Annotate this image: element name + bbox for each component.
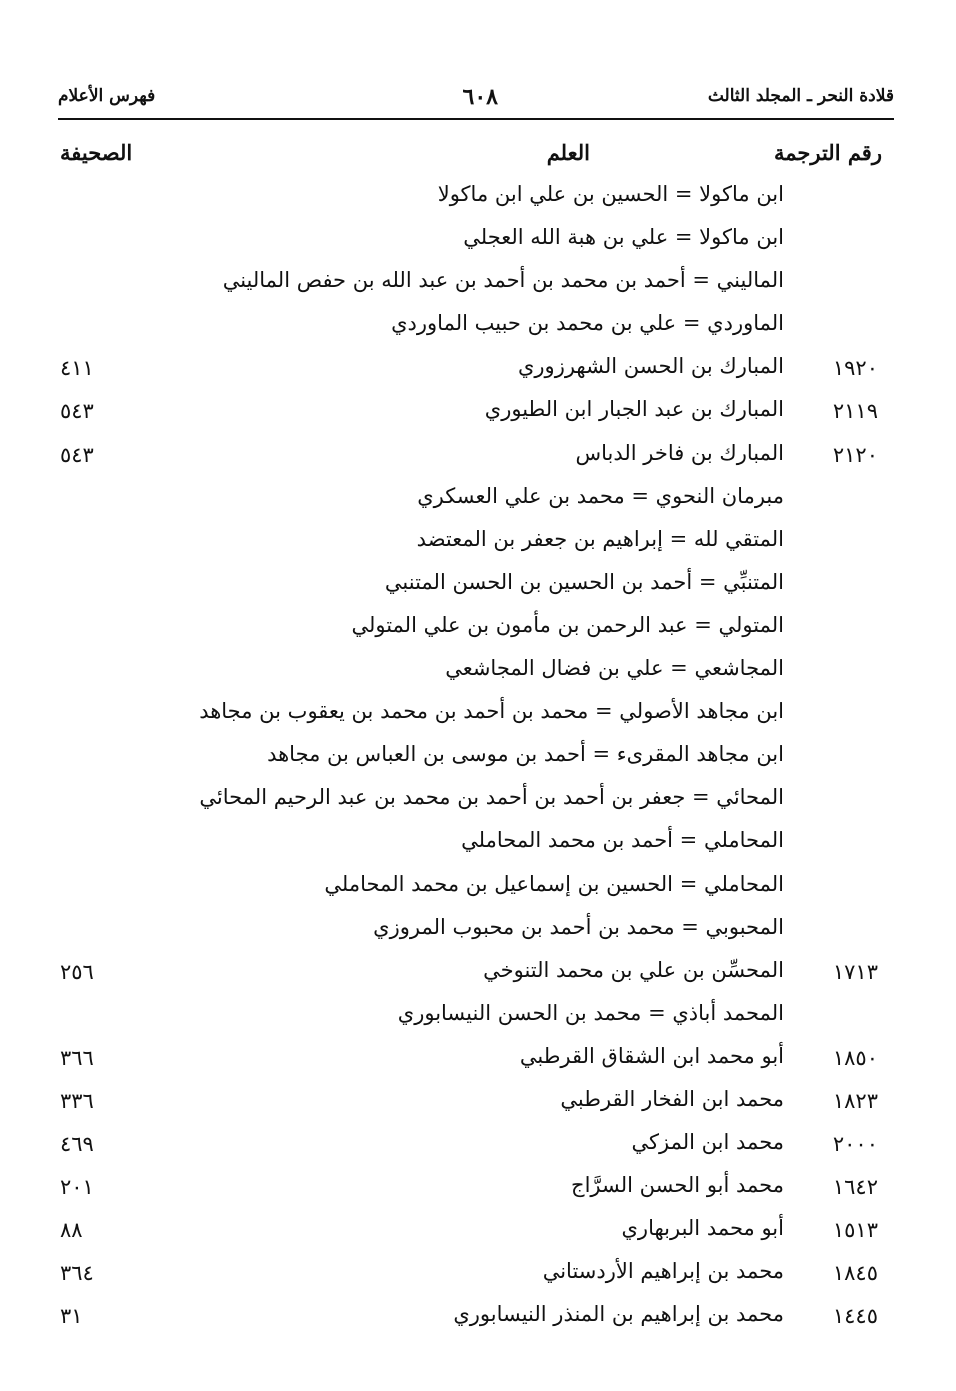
entry-name: الماوردي = علي بن محمد بن حبيب الماوردي [391, 311, 784, 336]
index-entry-row [0, 1210, 956, 1253]
index-entries [0, 176, 956, 1340]
index-entry-row [0, 909, 956, 952]
index-entry-row [0, 607, 956, 650]
entry-name: المتنبِّي = أحمد بن الحسين بن الحسن المتنبي [384, 569, 784, 594]
entry-page: ٣١ [60, 1304, 83, 1329]
entry-number: ١٨٤٥ [832, 1261, 878, 1286]
section-title: فهرس الأعلام [58, 86, 156, 106]
entry-name: المتقي لله = إبراهيم بن جعفر بن المعتضد [416, 526, 784, 551]
index-entry-row [0, 952, 956, 995]
index-entry-row [0, 779, 956, 822]
entry-name: المحسِّن بن علي بن محمد التنوخي [483, 957, 784, 982]
index-entry-row [0, 1253, 956, 1296]
entry-name: المبارك بن عبد الجبار ابن الطيوري [484, 397, 784, 422]
book-title: قلادة النحر ـ المجلد الثالث [707, 86, 894, 106]
index-entry-row [0, 1038, 956, 1081]
index-entry-row [0, 564, 956, 607]
entry-number: ١٩٢٠ [832, 356, 878, 381]
index-entry-row [0, 262, 956, 305]
entry-name: المتولي = عبد الرحمن بن مأمون بن علي المتولي [351, 612, 784, 637]
entry-number: ١٧١٣ [832, 959, 878, 984]
entry-name: ابن مجاهد المقرىء = أحمد بن موسى بن العباس بن مجاهد [267, 742, 784, 767]
entry-page: ٥٤٣ [60, 399, 94, 424]
index-entry-row [0, 650, 956, 693]
entry-name: ابن ماكولا = علي بن هبة الله العجلي [463, 225, 784, 250]
entry-page: ٨٨ [60, 1218, 83, 1243]
index-entry-row [0, 995, 956, 1038]
index-entry-row [0, 305, 956, 348]
entry-number: ٢١٢٠ [832, 442, 878, 467]
entry-name: ابن ماكولا = الحسين بن علي ابن ماكولا [437, 182, 784, 206]
column-header-name: العلم [546, 140, 590, 165]
entry-name: المحائي = جعفر بن أحمد بن أحمد بن محمد بن عبد الرحيم المحائي [199, 785, 784, 810]
entry-name: مبرمان النحوي = محمد بن علي العسكري [417, 483, 784, 508]
entry-page: ٣٣٦ [60, 1088, 94, 1113]
entry-name: أبو محمد البربهاري [621, 1216, 784, 1241]
entry-name: محمد ابن الفخار القرطبي [560, 1086, 784, 1111]
entry-number: ١٦٤٢ [832, 1175, 878, 1200]
entry-page: ٤١١ [60, 356, 94, 381]
entry-page: ٤٦٩ [60, 1132, 94, 1157]
entry-page: ٣٦٦ [60, 1045, 94, 1070]
entry-name: محمد أبو الحسن السرَّاج [571, 1173, 784, 1198]
index-entry-row [0, 866, 956, 909]
index-entry-row [0, 391, 956, 434]
entry-name: محمد ابن المزكي [631, 1130, 784, 1155]
entry-page: ٣٦٤ [60, 1261, 94, 1286]
column-header-page: الصحيفة [60, 140, 133, 165]
entry-name: المحمد أباذي = محمد بن الحسن النيسابوري [397, 1000, 784, 1025]
index-entry-row [0, 736, 956, 779]
index-entry-row [0, 693, 956, 736]
entry-name: ابن مجاهد الأصولي = محمد بن أحمد بن محمد بن يعقوب بن مجاهد [199, 699, 784, 724]
entry-name: الماليني = أحمد بن محمد بن أحمد بن عبد الله بن حفص الماليني [222, 268, 784, 293]
index-entry-row [0, 822, 956, 865]
entry-name: المحاملي = أحمد بن محمد المحاملي [461, 828, 784, 853]
index-entry-row [0, 219, 956, 262]
entry-name: محمد بن إبراهيم بن المنذر النيسابوري [453, 1302, 784, 1327]
page-number: ٦٠٨ [462, 84, 498, 110]
index-entry-row [0, 176, 956, 219]
running-header [58, 84, 894, 120]
index-entry-row [0, 1296, 956, 1339]
entry-name: محمد بن إبراهيم الأردستاني [542, 1259, 784, 1284]
index-entry-row [0, 1124, 956, 1167]
entry-number: ١٨٥٠ [832, 1045, 878, 1070]
column-header-entry-number: رقم الترجمة [773, 140, 882, 165]
entry-page: ٥٤٣ [60, 442, 94, 467]
entry-name: المحبوبي = محمد بن أحمد بن محبوب المروزي [373, 914, 784, 939]
entry-number: ١٥١٣ [832, 1218, 878, 1243]
entry-name: المحاملي = الحسين بن إسماعيل بن محمد المحاملي [324, 871, 784, 896]
index-entry-row [0, 348, 956, 391]
entry-name: أبو محمد ابن الشقاق القرطبي [519, 1043, 784, 1068]
entry-name: المبارك بن فاخر الدباس [575, 440, 784, 465]
index-entry-row [0, 478, 956, 521]
index-entry-row [0, 1081, 956, 1124]
entry-number: ١٨٢٣ [832, 1088, 878, 1113]
entry-page: ٢٠١ [60, 1175, 94, 1200]
entry-number: ١٤٤٥ [832, 1304, 878, 1329]
entry-name: المجاشعي = علي بن فضال المجاشعي [445, 656, 784, 681]
entry-name: المبارك بن الحسن الشهرزوري [517, 354, 784, 379]
index-entry-row [0, 435, 956, 478]
entry-number: ٢٠٠٠ [832, 1132, 878, 1157]
index-entry-row [0, 521, 956, 564]
index-entry-row [0, 1167, 956, 1210]
entry-page: ٢٥٦ [60, 959, 94, 984]
entry-number: ٢١١٩ [832, 399, 878, 424]
